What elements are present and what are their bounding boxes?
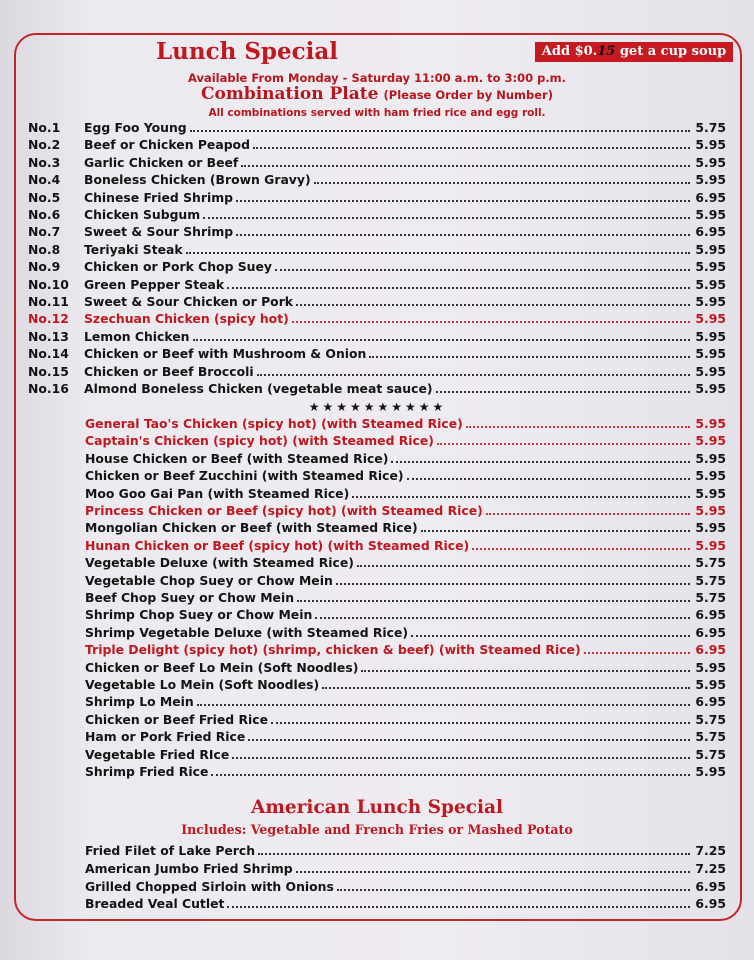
extra-row xyxy=(85,537,726,554)
dot-leader xyxy=(241,165,690,167)
dot-leader xyxy=(336,583,690,585)
combo-row xyxy=(28,223,726,240)
item-name: Teriyaki Steak xyxy=(84,241,183,257)
dot-leader xyxy=(486,513,690,515)
item-price: 5.95 xyxy=(695,241,726,257)
item-name: Chicken or Pork Chop Suey xyxy=(84,259,272,275)
dot-leader xyxy=(292,321,690,323)
dot-leader xyxy=(314,182,690,184)
soup-prefix: Add $0. xyxy=(541,44,598,59)
combo-row xyxy=(28,363,726,380)
item-price: 5.95 xyxy=(695,416,726,431)
dot-leader xyxy=(369,356,690,358)
item-name: Vegetable Deluxe (with Steamed Rice) xyxy=(85,555,354,571)
item-price: 5.95 xyxy=(695,433,726,449)
item-name: General Tao's Chicken (spicy hot) (with Steamed Rice) xyxy=(85,416,463,431)
combo-row xyxy=(28,189,726,206)
item-name: Sweet & Sour Chicken or Pork xyxy=(84,294,294,309)
item-price: 6.95 xyxy=(695,694,726,710)
item-price: 6.95 xyxy=(695,896,726,912)
item-price: 5.95 xyxy=(695,276,726,292)
item-price: 5.95 xyxy=(695,485,726,501)
item-name: Chicken or Beef Fried Rice xyxy=(85,711,268,727)
item-number: No.1 xyxy=(28,120,61,135)
item-price: 5.95 xyxy=(695,503,726,518)
item-name: Chicken Subgum xyxy=(84,207,201,222)
extra-row xyxy=(85,589,726,606)
item-name: Mongolian Chicken or Beef (with Steamed Rice) xyxy=(85,520,418,536)
dot-leader xyxy=(437,443,690,445)
extra-row xyxy=(85,450,726,467)
item-name: Chicken or Beef with Mushroom & Onion xyxy=(84,346,367,362)
extra-row xyxy=(85,519,726,536)
extra-row xyxy=(85,432,726,449)
item-name: Almond Boneless Chicken (vegetable meat sauce) xyxy=(84,381,433,396)
item-number: No.3 xyxy=(28,154,61,170)
item-price: 5.95 xyxy=(695,294,726,309)
extra-row xyxy=(85,676,726,693)
item-price: 6.95 xyxy=(695,642,726,658)
dot-leader xyxy=(407,478,690,480)
american-row xyxy=(85,878,726,895)
dot-leader xyxy=(315,617,690,619)
dot-leader xyxy=(352,496,690,498)
item-price: 5.95 xyxy=(695,659,726,675)
extra-row xyxy=(85,659,726,676)
item-name: Ham or Pork Fried Rice xyxy=(85,729,246,745)
dot-leader xyxy=(248,739,690,741)
american-row xyxy=(85,842,726,859)
combo-row xyxy=(28,154,726,171)
extra-row xyxy=(85,624,726,641)
item-name: Triple Delight (spicy hot) (shrimp, chicken & beef) (with Steamed Rice) xyxy=(85,642,581,658)
item-number: No.6 xyxy=(28,207,61,222)
american-row xyxy=(85,860,726,877)
item-name: Egg Foo Young xyxy=(84,120,187,135)
dot-leader xyxy=(186,252,690,254)
combo-row xyxy=(28,119,726,136)
lunch-special-title: Lunch Special xyxy=(155,38,339,65)
combo-row xyxy=(28,136,726,153)
combo-row xyxy=(28,241,726,258)
dot-leader xyxy=(271,722,690,724)
dot-leader xyxy=(275,269,690,271)
dot-leader xyxy=(421,530,690,532)
item-number: No.12 xyxy=(28,311,69,327)
combo-row xyxy=(28,345,726,362)
dot-leader xyxy=(257,374,690,376)
item-price: 5.95 xyxy=(695,346,726,362)
dot-leader xyxy=(411,635,690,637)
dot-leader xyxy=(296,871,690,873)
item-price: 5.95 xyxy=(695,764,726,779)
dot-leader xyxy=(211,774,690,776)
item-price: 6.95 xyxy=(695,607,726,623)
item-number: No.10 xyxy=(28,276,69,292)
combo-row xyxy=(28,310,726,327)
extra-row xyxy=(85,554,726,571)
item-number: No.8 xyxy=(28,241,61,257)
item-number: No.14 xyxy=(28,346,69,362)
item-price: 6.95 xyxy=(695,624,726,640)
item-name: Sweet & Sour Shrimp xyxy=(84,224,234,240)
served-note: All combinations served with ham fried rice and egg roll. xyxy=(208,107,546,119)
item-price: 7.25 xyxy=(695,860,726,876)
extra-row xyxy=(85,606,726,623)
item-price: 5.75 xyxy=(695,729,726,745)
item-name: Beef Chop Suey or Chow Mein xyxy=(85,590,295,605)
item-price: 5.95 xyxy=(695,207,726,222)
combo-row xyxy=(28,276,726,293)
availability-note: Available From Monday - Saturday 11:00 a.m. to 3:00 p.m. xyxy=(187,71,567,85)
item-price: 5.95 xyxy=(695,537,726,553)
soup-suffix: get a cup soup xyxy=(615,44,727,59)
item-name: Garlic Chicken or Beef xyxy=(84,154,239,170)
dot-leader xyxy=(322,687,690,689)
item-price: 5.75 xyxy=(695,711,726,727)
item-number: No.7 xyxy=(28,224,61,240)
dot-leader xyxy=(190,130,690,132)
combo-row xyxy=(28,171,726,188)
item-name: Hunan Chicken or Beef (spicy hot) (with Steamed Rice) xyxy=(85,537,470,553)
item-number: No.4 xyxy=(28,172,61,188)
dot-leader xyxy=(227,906,690,908)
item-price: 5.95 xyxy=(695,450,726,466)
item-price: 6.95 xyxy=(695,224,726,240)
item-name: Chicken or Beef Lo Mein (Soft Noodles) xyxy=(85,659,359,675)
dot-leader xyxy=(236,234,690,236)
item-name: Vegetable Lo Mein (Soft Noodles) xyxy=(85,677,320,692)
item-price: 5.95 xyxy=(695,328,726,344)
item-name: Chicken or Beef Zucchini (with Steamed Rice) xyxy=(85,468,404,484)
item-price: 5.95 xyxy=(695,311,726,327)
item-name: Beef or Chicken Peapod xyxy=(84,137,250,153)
combo-row xyxy=(28,206,726,223)
item-price: 5.95 xyxy=(695,677,726,692)
item-name: Captain's Chicken (spicy hot) (with Steamed Rice) xyxy=(85,433,434,449)
item-name: Chicken or Beef Broccoli xyxy=(84,363,254,379)
item-price: 5.95 xyxy=(695,172,726,188)
extra-row xyxy=(85,763,726,780)
item-name: Vegetable Chop Suey or Chow Mein xyxy=(85,572,333,588)
item-name: Shrimp Lo Mein xyxy=(85,694,194,710)
dot-leader xyxy=(232,757,690,759)
dot-leader xyxy=(197,704,690,706)
american-includes-note: Includes: Vegetable and French Fries or Mashed Potato xyxy=(181,822,573,837)
item-number: No.15 xyxy=(28,363,69,379)
extra-row xyxy=(85,746,726,763)
item-number: No.2 xyxy=(28,137,61,153)
extra-row xyxy=(85,572,726,589)
dot-leader xyxy=(391,461,690,463)
item-name: Breaded Veal Cutlet xyxy=(85,896,225,912)
item-number: No.9 xyxy=(28,259,61,275)
dot-leader xyxy=(193,339,691,341)
item-price: 5.95 xyxy=(695,468,726,484)
item-price: 5.95 xyxy=(695,520,726,536)
dot-leader xyxy=(236,200,690,202)
dot-leader xyxy=(253,147,690,149)
extra-row xyxy=(85,693,726,710)
american-row xyxy=(85,895,726,912)
extra-row xyxy=(85,485,726,502)
extra-row xyxy=(85,728,726,745)
item-name: Princess Chicken or Beef (spicy hot) (with Steamed Rice) xyxy=(85,503,483,518)
item-name: Grilled Chopped Sirloin with Onions xyxy=(85,878,334,894)
combo-note: (Please Order by Number) xyxy=(383,88,553,102)
item-price: 5.95 xyxy=(695,363,726,379)
dot-leader xyxy=(466,426,690,428)
item-price: 5.95 xyxy=(695,154,726,170)
item-name: Fried Filet of Lake Perch xyxy=(85,843,256,858)
dot-leader xyxy=(337,889,690,891)
item-price: 6.95 xyxy=(695,189,726,205)
dot-leader xyxy=(203,217,690,219)
item-name: Vegetable Fried RIce xyxy=(85,746,230,762)
item-price: 5.95 xyxy=(695,259,726,275)
combination-plate-heading xyxy=(0,84,754,104)
dot-leader xyxy=(584,652,690,654)
american-lunch-title: American Lunch Special xyxy=(250,797,504,818)
item-name: Green Pepper Steak xyxy=(84,276,225,292)
extra-row xyxy=(85,415,726,432)
item-price: 5.75 xyxy=(695,746,726,762)
extra-row xyxy=(85,502,726,519)
item-number: No.11 xyxy=(28,294,69,309)
item-price: 5.75 xyxy=(695,120,726,135)
item-name: Lemon Chicken xyxy=(84,328,190,344)
combo-row xyxy=(28,380,726,397)
dot-leader xyxy=(227,287,690,289)
item-price: 7.25 xyxy=(695,843,726,858)
soup-handwritten-mark: 15 xyxy=(597,44,616,59)
dot-leader xyxy=(472,548,690,550)
soup-badge xyxy=(535,42,733,62)
item-number: No.16 xyxy=(28,381,69,396)
dot-leader xyxy=(258,853,690,855)
item-name: Szechuan Chicken (spicy hot) xyxy=(84,311,289,327)
item-price: 5.75 xyxy=(695,555,726,571)
item-name: Moo Goo Gai Pan (with Steamed Rice) xyxy=(85,485,350,501)
dot-leader xyxy=(357,565,690,567)
extra-row xyxy=(85,711,726,728)
item-number: No.13 xyxy=(28,328,69,344)
extra-row xyxy=(85,467,726,484)
combo-row xyxy=(28,258,726,275)
item-name: Boneless Chicken (Brown Gravy) xyxy=(84,172,311,188)
extra-row xyxy=(85,641,726,658)
combo-row xyxy=(28,328,726,345)
item-price: 5.95 xyxy=(695,381,726,396)
item-price: 6.95 xyxy=(695,878,726,894)
item-price: 5.75 xyxy=(695,590,726,605)
dot-leader xyxy=(436,391,690,393)
item-name: Chinese Fried Shrimp xyxy=(84,189,233,205)
star-separator: ★★★★★★★★★★ xyxy=(308,400,447,414)
item-name: American Jumbo Fried Shrimp xyxy=(85,860,293,876)
combo-title: Combination Plate xyxy=(200,84,379,104)
item-name: Shrimp Vegetable Deluxe (with Steamed Rice) xyxy=(85,624,409,640)
item-name: Shrimp Fried Rice xyxy=(85,764,209,779)
item-name: House Chicken or Beef (with Steamed Rice) xyxy=(85,450,389,466)
combo-row xyxy=(28,293,726,310)
item-price: 5.95 xyxy=(695,137,726,153)
dot-leader xyxy=(297,600,690,602)
dot-leader xyxy=(296,304,690,306)
item-name: Shrimp Chop Suey or Chow Mein xyxy=(85,607,313,623)
item-number: No.5 xyxy=(28,189,61,205)
item-price: 5.75 xyxy=(695,572,726,588)
dot-leader xyxy=(361,670,690,672)
